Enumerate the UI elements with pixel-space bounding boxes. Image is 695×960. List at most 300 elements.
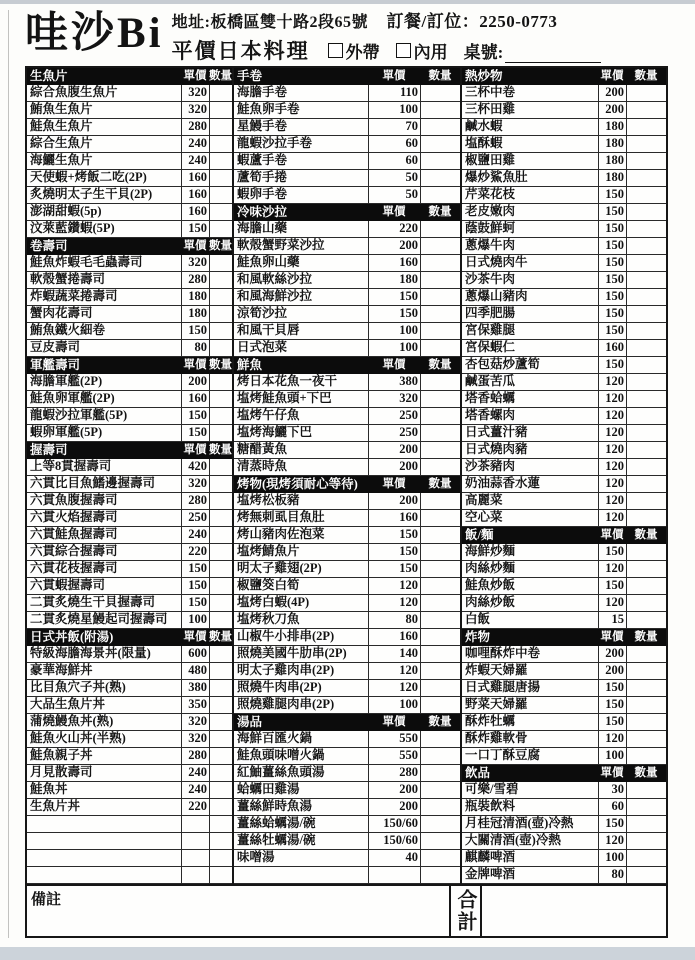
item-name: 鮭魚卵軍艦(2P) xyxy=(30,391,115,405)
item-qty-cell[interactable] xyxy=(420,816,460,832)
item-price: 200 xyxy=(598,646,626,662)
item-name: 山椒牛小排串(2P) xyxy=(237,629,335,643)
item-name: 蛤蠣田雞湯 xyxy=(237,782,300,796)
price-column-header: 單價 xyxy=(382,716,406,728)
item-qty-cell[interactable] xyxy=(420,578,460,594)
qty-column-header: 數量 xyxy=(634,70,658,82)
paper-edge-line xyxy=(8,10,9,938)
item-qty-cell[interactable] xyxy=(626,680,666,696)
item-price: 320 xyxy=(181,714,209,730)
item-qty-cell[interactable] xyxy=(209,544,232,560)
item-qty-cell[interactable] xyxy=(626,391,666,407)
item-name: 鮭魚炸蝦毛毛蟲壽司 xyxy=(30,255,143,269)
item-qty-cell[interactable] xyxy=(209,425,232,441)
item-qty-cell[interactable] xyxy=(626,289,666,305)
item-qty-cell[interactable] xyxy=(209,153,232,169)
item-qty-cell[interactable] xyxy=(626,782,666,798)
section-header xyxy=(234,357,460,374)
item-price: 380 xyxy=(181,680,209,696)
item-name: 烤日本花魚一夜干 xyxy=(237,374,338,388)
section-header xyxy=(234,68,460,85)
section-title: 冷味沙拉 xyxy=(237,205,288,219)
item-qty-cell[interactable] xyxy=(420,680,460,696)
item-price: 50 xyxy=(368,187,420,203)
item-name: 日式燒肉牛 xyxy=(465,255,528,269)
item-name: 生魚片丼 xyxy=(30,799,81,813)
item-qty-cell[interactable] xyxy=(626,272,666,288)
item-name: 瓶裝飲料 xyxy=(465,799,516,813)
price-column-header: 單價 xyxy=(600,767,624,779)
item-qty-cell[interactable] xyxy=(209,119,232,135)
item-qty-cell[interactable] xyxy=(626,833,666,849)
menu-item-row xyxy=(27,544,232,561)
item-qty-cell[interactable] xyxy=(420,187,460,203)
menu-item-row xyxy=(234,340,460,357)
menu-item-row xyxy=(462,170,666,187)
menu-item-row xyxy=(27,85,232,102)
item-price: 120 xyxy=(368,578,420,594)
item-qty-cell[interactable] xyxy=(420,782,460,798)
item-qty-cell[interactable] xyxy=(209,867,232,883)
menu-item-row xyxy=(27,255,232,272)
menu-item-row xyxy=(234,731,460,748)
item-qty-cell[interactable] xyxy=(626,442,666,458)
item-qty-cell[interactable] xyxy=(209,714,232,730)
item-qty-cell[interactable] xyxy=(209,663,232,679)
restaurant-logo: 哇沙Bi xyxy=(25,10,164,57)
item-qty-cell[interactable] xyxy=(420,527,460,543)
item-name: 六貫火焰握壽司 xyxy=(30,510,118,524)
item-qty-cell[interactable] xyxy=(626,799,666,815)
item-price: 320 xyxy=(181,102,209,118)
menu-item-row xyxy=(27,102,232,119)
item-price: 150 xyxy=(181,221,209,237)
menu-item-row xyxy=(462,374,666,391)
menu-item-row xyxy=(234,374,460,391)
item-name: 日式雞腿唐揚 xyxy=(465,680,541,694)
item-name: 奶油蒜香水蓮 xyxy=(465,476,541,490)
item-name: 海膽軍艦(2P) xyxy=(30,374,103,388)
item-price: 150 xyxy=(181,578,209,594)
item-qty-cell[interactable] xyxy=(626,306,666,322)
item-qty-cell[interactable] xyxy=(420,374,460,390)
menu-item-row xyxy=(462,323,666,340)
item-qty-cell[interactable] xyxy=(209,595,232,611)
item-price: 320 xyxy=(181,255,209,271)
menu-item-row xyxy=(234,612,460,629)
item-qty-cell[interactable] xyxy=(209,612,232,628)
item-qty-cell[interactable] xyxy=(420,272,460,288)
total-label: 合計 xyxy=(451,886,482,936)
item-name: 糖醋黃魚 xyxy=(237,442,288,456)
takeout-checkbox[interactable] xyxy=(328,43,343,58)
item-name xyxy=(234,867,368,883)
item-qty-cell[interactable] xyxy=(626,595,666,611)
item-name: 可樂/雪碧 xyxy=(465,782,519,796)
item-name: 三杯中卷 xyxy=(465,85,516,99)
item-name: 芹菜花枝 xyxy=(465,187,516,201)
menu-item-row xyxy=(234,867,460,884)
item-qty-cell[interactable] xyxy=(420,629,460,645)
item-price: 180 xyxy=(598,136,626,152)
qty-column-header: 數量 xyxy=(634,631,658,643)
menu-item-row xyxy=(234,119,460,136)
item-name: 塩烤午仔魚 xyxy=(237,408,300,422)
price-column-header: 單價 xyxy=(382,478,406,490)
menu-item-row xyxy=(234,255,460,272)
item-qty-cell[interactable] xyxy=(626,850,666,866)
item-price: 140 xyxy=(368,646,420,662)
menu-item-row xyxy=(462,187,666,204)
item-qty-cell[interactable] xyxy=(420,85,460,101)
item-name: 炸蝦天婦羅 xyxy=(465,663,528,677)
item-qty-cell[interactable] xyxy=(626,578,666,594)
item-qty-cell[interactable] xyxy=(209,136,232,152)
menu-item-row xyxy=(234,799,460,816)
item-price: 280 xyxy=(181,272,209,288)
menu-column-right xyxy=(462,68,666,884)
item-qty-cell[interactable] xyxy=(626,612,666,628)
item-qty-cell[interactable] xyxy=(420,323,460,339)
section-header xyxy=(462,527,666,544)
item-name: 蟹肉花壽司 xyxy=(30,306,93,320)
item-qty-cell[interactable] xyxy=(209,85,232,101)
item-qty-cell[interactable] xyxy=(626,544,666,560)
menu-item-row xyxy=(462,408,666,425)
notes-box[interactable] xyxy=(27,886,451,936)
item-qty-cell[interactable] xyxy=(420,119,460,135)
menu-item-row xyxy=(27,408,232,425)
item-qty-cell[interactable] xyxy=(626,238,666,254)
qty-column-header: 數量 xyxy=(428,716,452,728)
item-price: 150 xyxy=(598,289,626,305)
menu-item-row xyxy=(234,425,460,442)
item-price: 160 xyxy=(368,255,420,271)
menu-item-row xyxy=(234,238,460,255)
item-qty-cell[interactable] xyxy=(420,595,460,611)
item-qty-cell[interactable] xyxy=(626,374,666,390)
item-price: 120 xyxy=(598,408,626,424)
item-name: 空心菜 xyxy=(465,510,503,524)
menu-item-row xyxy=(234,663,460,680)
item-price: 180 xyxy=(181,289,209,305)
item-price: 150 xyxy=(598,238,626,254)
item-qty-cell[interactable] xyxy=(420,748,460,764)
item-qty-cell[interactable] xyxy=(626,170,666,186)
menu-item-row xyxy=(462,493,666,510)
item-name: 日式泡菜 xyxy=(237,340,288,354)
dinein-checkbox[interactable] xyxy=(396,43,411,58)
item-qty-cell[interactable] xyxy=(209,221,232,237)
item-qty-cell[interactable] xyxy=(626,867,666,883)
item-price: 160 xyxy=(181,204,209,220)
item-name: 野菜天婦羅 xyxy=(465,697,528,711)
menu-item-row xyxy=(234,391,460,408)
menu-item-row xyxy=(462,816,666,833)
dinein-option xyxy=(396,38,448,63)
item-qty-cell[interactable] xyxy=(209,561,232,577)
item-qty-cell[interactable] xyxy=(420,289,460,305)
menu-item-row xyxy=(27,867,232,884)
item-name: 照燒美國牛肋串(2P) xyxy=(237,646,347,660)
item-qty-cell[interactable] xyxy=(420,425,460,441)
section-title: 熱炒物 xyxy=(465,69,503,83)
menu-item-row xyxy=(234,459,460,476)
item-name: 海鱺生魚片 xyxy=(30,153,93,167)
item-qty-cell[interactable] xyxy=(209,833,232,849)
item-qty-cell[interactable] xyxy=(209,187,232,203)
item-qty-cell[interactable] xyxy=(626,459,666,475)
item-name: 烤山豬肉佐泡菜 xyxy=(237,527,325,541)
takeout-label: 外帶 xyxy=(345,42,380,62)
item-qty-cell[interactable] xyxy=(209,204,232,220)
item-qty-cell[interactable] xyxy=(626,425,666,441)
item-name: 塩烤松板豬 xyxy=(237,493,300,507)
menu-item-row xyxy=(27,595,232,612)
menu-item-row xyxy=(234,748,460,765)
menu-item-row xyxy=(27,850,232,867)
item-name: 塔香蛤蠣 xyxy=(465,391,516,405)
item-qty-cell[interactable] xyxy=(209,510,232,526)
item-qty-cell[interactable] xyxy=(626,357,666,373)
item-qty-cell[interactable] xyxy=(209,782,232,798)
qty-column-header: 數量 xyxy=(209,444,232,456)
item-price: 110 xyxy=(368,85,420,101)
item-qty-cell[interactable] xyxy=(626,408,666,424)
item-qty-cell[interactable] xyxy=(420,221,460,237)
item-name: 綜合生魚片 xyxy=(30,136,93,150)
item-price xyxy=(368,867,420,883)
item-qty-cell[interactable] xyxy=(209,374,232,390)
item-qty-cell[interactable] xyxy=(626,510,666,526)
item-qty-cell[interactable] xyxy=(420,306,460,322)
item-price: 220 xyxy=(181,799,209,815)
item-qty-cell[interactable] xyxy=(626,340,666,356)
item-price: 150 xyxy=(368,306,420,322)
item-qty-cell[interactable] xyxy=(420,510,460,526)
item-qty-cell[interactable] xyxy=(420,493,460,509)
item-name: 明太子雞翅(2P) xyxy=(237,561,322,575)
item-qty-cell[interactable] xyxy=(626,102,666,118)
item-name: 三杯田雞 xyxy=(465,102,516,116)
price-column-header: 單價 xyxy=(183,359,207,371)
item-qty-cell[interactable] xyxy=(209,340,232,356)
item-qty-cell[interactable] xyxy=(420,408,460,424)
item-qty-cell[interactable] xyxy=(209,731,232,747)
item-name: 酥炸牡蠣 xyxy=(465,714,516,728)
item-qty-cell[interactable] xyxy=(209,408,232,424)
item-price: 150 xyxy=(598,714,626,730)
item-price: 200 xyxy=(368,442,420,458)
item-qty-cell[interactable] xyxy=(209,646,232,662)
section-title: 生魚片 xyxy=(30,69,68,83)
menu-header xyxy=(25,4,668,64)
item-name: 六貫魚腹握壽司 xyxy=(30,493,118,507)
item-qty-cell[interactable] xyxy=(420,255,460,271)
item-name: 綜合魚腹生魚片 xyxy=(30,85,118,99)
item-name xyxy=(27,833,181,849)
item-price: 200 xyxy=(598,663,626,679)
menu-item-row xyxy=(462,442,666,459)
item-name: 龍蝦沙拉軍艦(5P) xyxy=(30,408,128,422)
menu-item-row xyxy=(234,408,460,425)
item-name: 涼筍沙拉 xyxy=(237,306,288,320)
item-name: 爆炒鯊魚肚 xyxy=(465,170,528,184)
menu-item-row xyxy=(27,493,232,510)
item-qty-cell[interactable] xyxy=(209,323,232,339)
item-qty-cell[interactable] xyxy=(420,731,460,747)
item-price: 200 xyxy=(368,799,420,815)
menu-item-row xyxy=(462,238,666,255)
restaurant-subtitle: 平價日本料理 xyxy=(171,39,310,63)
item-qty-cell[interactable] xyxy=(626,323,666,339)
item-qty-cell[interactable] xyxy=(209,765,232,781)
item-qty-cell[interactable] xyxy=(420,561,460,577)
menu-item-row xyxy=(27,374,232,391)
item-price: 200 xyxy=(598,85,626,101)
item-qty-cell[interactable] xyxy=(420,238,460,254)
menu-item-row xyxy=(462,612,666,629)
item-name: 味噌湯 xyxy=(237,850,275,864)
menu-column-left xyxy=(27,68,234,884)
item-qty-cell[interactable] xyxy=(626,731,666,747)
item-qty-cell[interactable] xyxy=(626,816,666,832)
item-qty-cell[interactable] xyxy=(626,119,666,135)
item-qty-cell[interactable] xyxy=(420,663,460,679)
item-price: 70 xyxy=(368,119,420,135)
item-price: 420 xyxy=(181,459,209,475)
item-name: 塩烤秋刀魚 xyxy=(237,612,300,626)
item-price: 150 xyxy=(181,425,209,441)
item-qty-cell[interactable] xyxy=(420,340,460,356)
item-price: 150 xyxy=(598,306,626,322)
item-qty-cell[interactable] xyxy=(420,867,460,883)
item-name: 塩酥蝦 xyxy=(465,136,503,150)
price-column-header: 單價 xyxy=(600,529,624,541)
item-qty-cell[interactable] xyxy=(626,748,666,764)
item-qty-cell[interactable] xyxy=(209,459,232,475)
item-qty-cell[interactable] xyxy=(420,136,460,152)
item-price: 150 xyxy=(598,578,626,594)
item-qty-cell[interactable] xyxy=(626,204,666,220)
item-name: 鮭魚生魚片 xyxy=(30,119,93,133)
price-column-header: 單價 xyxy=(382,206,406,218)
item-price: 120 xyxy=(598,459,626,475)
item-qty-cell[interactable] xyxy=(420,646,460,662)
item-qty-cell[interactable] xyxy=(420,833,460,849)
item-name: 咖哩酥炸中卷 xyxy=(465,646,541,660)
item-qty-cell[interactable] xyxy=(626,493,666,509)
item-qty-cell[interactable] xyxy=(209,578,232,594)
item-qty-cell[interactable] xyxy=(209,680,232,696)
item-qty-cell[interactable] xyxy=(209,850,232,866)
item-price: 600 xyxy=(181,646,209,662)
item-qty-cell[interactable] xyxy=(420,799,460,815)
item-price: 120 xyxy=(368,680,420,696)
item-price: 100 xyxy=(598,748,626,764)
item-price: 40 xyxy=(368,850,420,866)
item-qty-cell[interactable] xyxy=(420,170,460,186)
item-name: 塩烤鮭魚頭+下巴 xyxy=(237,391,332,405)
qty-column-header: 數量 xyxy=(428,206,452,218)
item-qty-cell[interactable] xyxy=(420,459,460,475)
item-qty-cell[interactable] xyxy=(626,153,666,169)
table-number-field[interactable] xyxy=(505,47,601,63)
menu-item-row xyxy=(462,136,666,153)
item-qty-cell[interactable] xyxy=(420,153,460,169)
menu-item-row xyxy=(462,697,666,714)
item-qty-cell[interactable] xyxy=(626,221,666,237)
item-qty-cell[interactable] xyxy=(626,646,666,662)
item-name: 鮭魚卵山藥 xyxy=(237,255,300,269)
item-qty-cell[interactable] xyxy=(420,102,460,118)
item-price: 150 xyxy=(598,697,626,713)
item-qty-cell[interactable] xyxy=(626,255,666,271)
item-qty-cell[interactable] xyxy=(626,561,666,577)
item-qty-cell[interactable] xyxy=(209,527,232,543)
item-qty-cell[interactable] xyxy=(209,697,232,713)
item-qty-cell[interactable] xyxy=(209,306,232,322)
item-qty-cell[interactable] xyxy=(420,544,460,560)
item-qty-cell[interactable] xyxy=(420,850,460,866)
item-price: 150 xyxy=(368,289,420,305)
item-qty-cell[interactable] xyxy=(626,85,666,101)
item-name: 薑絲鮮時魚湯 xyxy=(237,799,313,813)
menu-item-row xyxy=(27,340,232,357)
item-name: 金牌啤酒 xyxy=(465,867,516,881)
menu-item-row xyxy=(27,119,232,136)
item-qty-cell[interactable] xyxy=(626,136,666,152)
item-qty-cell[interactable] xyxy=(209,748,232,764)
item-qty-cell[interactable] xyxy=(626,663,666,679)
item-qty-cell[interactable] xyxy=(209,272,232,288)
item-name: 蘆筍手捲 xyxy=(237,170,288,184)
menu-item-row xyxy=(462,340,666,357)
notes-label: 備註 xyxy=(31,892,62,908)
item-qty-cell[interactable] xyxy=(420,612,460,628)
item-qty-cell[interactable] xyxy=(209,102,232,118)
menu-item-row xyxy=(234,765,460,782)
item-qty-cell[interactable] xyxy=(209,799,232,815)
item-qty-cell[interactable] xyxy=(420,697,460,713)
item-qty-cell[interactable] xyxy=(209,816,232,832)
item-qty-cell[interactable] xyxy=(209,170,232,186)
item-qty-cell[interactable] xyxy=(209,476,232,492)
item-qty-cell[interactable] xyxy=(420,442,460,458)
item-price: 200 xyxy=(368,493,420,509)
item-name: 四季肥腸 xyxy=(465,306,516,320)
menu-item-row xyxy=(234,833,460,850)
item-qty-cell[interactable] xyxy=(420,765,460,781)
item-qty-cell[interactable] xyxy=(626,476,666,492)
item-price: 250 xyxy=(368,408,420,424)
item-qty-cell[interactable] xyxy=(209,255,232,271)
item-price: 150 xyxy=(368,527,420,543)
item-price: 150 xyxy=(181,323,209,339)
item-qty-cell[interactable] xyxy=(209,391,232,407)
item-qty-cell[interactable] xyxy=(626,714,666,730)
item-qty-cell[interactable] xyxy=(420,391,460,407)
item-qty-cell[interactable] xyxy=(626,697,666,713)
item-name: 清蒸時魚 xyxy=(237,459,288,473)
item-qty-cell[interactable] xyxy=(626,187,666,203)
total-box[interactable] xyxy=(482,886,666,936)
menu-item-row xyxy=(234,680,460,697)
menu-table xyxy=(25,66,668,938)
item-qty-cell[interactable] xyxy=(209,289,232,305)
item-qty-cell[interactable] xyxy=(209,493,232,509)
item-price: 280 xyxy=(181,493,209,509)
